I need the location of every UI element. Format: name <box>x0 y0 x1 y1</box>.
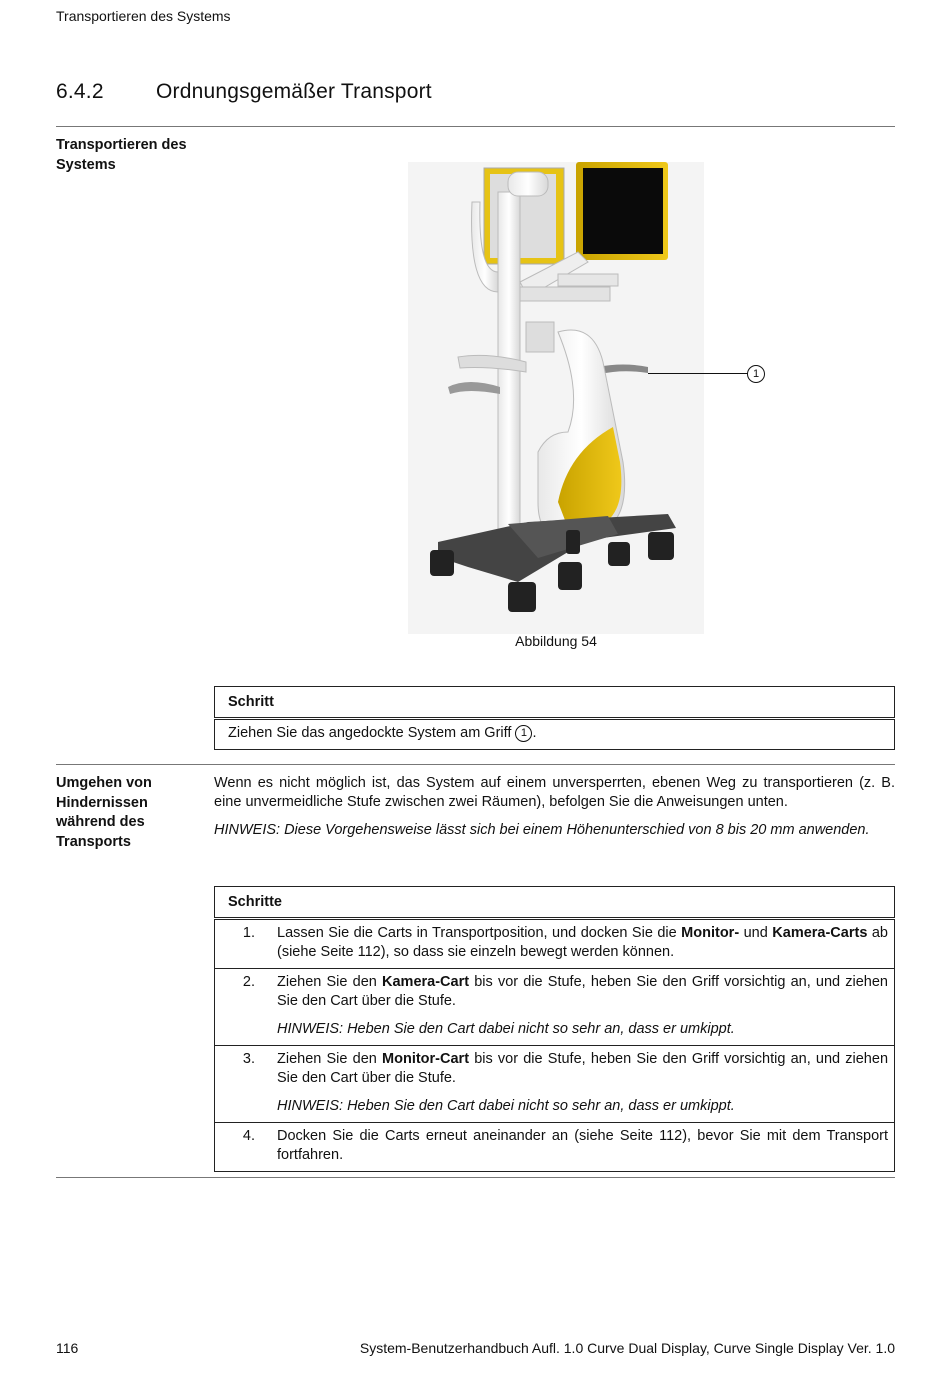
callout-number: 1 <box>747 365 765 383</box>
table-header: Schritte <box>215 887 895 919</box>
table-row <box>215 969 895 1046</box>
step-text: Ziehen Sie den Kamera-Cart bis vor die Stufe, heben Sie den Griff vorsichtig an, und ziehen Sie den Cart über die Stufe. HINWEIS: Heben Sie den Cart dabei nicht so sehr an, dass er umkippt. <box>277 969 895 1046</box>
callout-reference: 1 <box>515 725 532 742</box>
footer-doc-title: System-Benutzerhandbuch Aufl. 1.0 Curve Dual Display, Curve Single Display Ver. 1.0 <box>359 1340 895 1356</box>
section-heading <box>56 80 432 104</box>
divider <box>56 764 895 765</box>
section-title: Ordnungsgemäßer Transport <box>156 80 432 103</box>
step-note: HINWEIS: Heben Sie den Cart dabei nicht so sehr an, dass er umkippt. <box>277 1098 735 1114</box>
running-head: Transportieren des Systems <box>56 8 231 24</box>
divider <box>56 1177 895 1178</box>
side-label-line: Systems <box>56 156 116 173</box>
step-text: Ziehen Sie das angedockte System am Griff 1 . <box>215 719 895 750</box>
side-label-transport <box>56 136 206 175</box>
side-label-line: Hindernissen <box>56 794 148 811</box>
step-number: 4. <box>215 1123 278 1172</box>
page-number: 116 <box>56 1340 79 1356</box>
callout-line <box>648 373 748 374</box>
divider <box>56 126 895 127</box>
cart-illustration <box>408 162 704 634</box>
table-row <box>215 1123 895 1172</box>
step-table-transport <box>214 686 895 750</box>
side-label-line: Umgehen von <box>56 775 152 791</box>
figure-caption: Abbildung 54 <box>515 633 597 649</box>
step-number: 1. <box>215 919 278 969</box>
step-text: Docken Sie die Carts erneut aneinander an (siehe Seite 112), bevor Sie mit dem Transport fortfahren. <box>277 1123 895 1172</box>
step-table-obstacles <box>214 886 895 1172</box>
step-number: 3. <box>215 1046 278 1123</box>
side-label-line: während des <box>56 814 145 830</box>
step-text: Lassen Sie die Carts in Transportposition, und docken Sie die Monitor- und Kamera-Carts ab (siehe Seite 112), so dass sie einzeln bewegt werden können. <box>277 919 895 969</box>
step-number: 2. <box>215 969 278 1046</box>
side-label-line: Transportieren des <box>56 137 187 153</box>
step-note: HINWEIS: Heben Sie den Cart dabei nicht so sehr an, dass er umkippt. <box>277 1021 735 1037</box>
hinweis-paragraph: HINWEIS: Diese Vorgehensweise lässt sich bei einem Höhenunterschied von 8 bis 20 mm anwenden. <box>214 822 870 838</box>
table-row <box>215 719 895 750</box>
table-header: Schritt <box>215 687 895 719</box>
table-row <box>215 1046 895 1123</box>
table-row <box>215 919 895 969</box>
intro-paragraph: Wenn es nicht möglich ist, das System auf einem unversperrten, ebenen Weg zu transportieren (z. B. eine unvermeidliche Stufe zwischen zwei Räumen), befolgen Sie die Anweisungen unten. <box>214 775 895 810</box>
side-label-line: Transports <box>56 833 131 850</box>
side-label-obstacles <box>56 774 206 852</box>
figure-cart-illustration <box>408 162 704 634</box>
section-number: 6.4.2 <box>56 80 104 103</box>
step-text: Ziehen Sie den Monitor-Cart bis vor die Stufe, heben Sie den Griff vorsichtig an, und ziehen Sie den Cart über die Stufe. HINWEIS: Heben Sie den Cart dabei nicht so sehr an, dass er umkippt. <box>277 1046 895 1123</box>
